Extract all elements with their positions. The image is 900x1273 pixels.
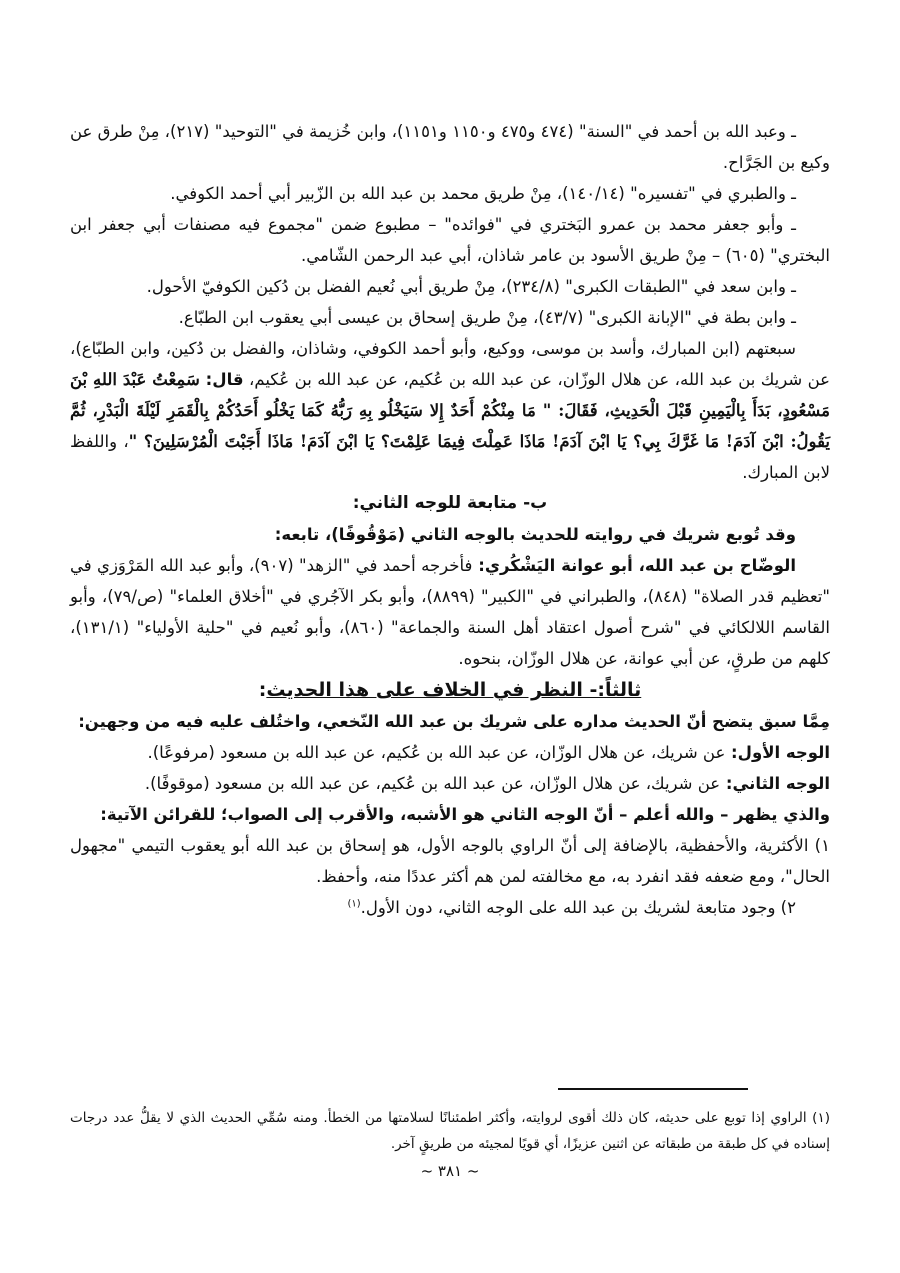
face-1 [70, 737, 830, 768]
face-1-text: عن شريك، عن هلال الوزّان، عن عبد الله بن عُكيم، عن عبد الله بن مسعود (مرفوعًا). [147, 743, 726, 762]
evidence-item: ١) الأكثرية، والأحفظية، بالإضافة إلى أنّ الراوي بالوجه الأول، هو إسحاق بن عبد الله أبو يعقوب التيمي "مجهول الحال"، ومع ضعفه فقد انفرد به، مع مخالفته لمن هم أكثر عددًا منه، وأحفظ. [70, 836, 830, 886]
footnote-marker: (١) [347, 898, 361, 910]
section-3-heading-lead: ثالثاً:- النظر في الخلاف على هذا الحديث [266, 679, 642, 701]
main-text [70, 116, 830, 923]
conclusion: والذي يظهر – والله أعلم – أنّ الوجه الثاني هو الأشبه، والأقرب إلى الصواب؛ للقرائن الآتية: [100, 805, 830, 824]
hadith-text: سَمِعْتُ عَبْدَ اللهِ بْنَ مَسْعُودٍ، بَدَأَ بِالْيَمِينِ قَبْلَ الْحَدِيثِ، فَقَالَ: " مَا مِنْكُمْ أَحَدٌ إِلا سَيَخْلُو بِهِ رَبُّهُ كَمَا يَخْلُو أَحَدُكُمْ بِالْقَمَرِ لَيْلَةَ الْبَدْرِ، ثُمَّ يَقُولُ: ابْنَ آدَمَ! مَا غَرَّكَ بِي؟ يَا ابْنَ آدَمَ! مَاذَا عَمِلْتَ فِيمَا عَلِمْتَ؟ يَا ابْنَ آدَمَ! مَاذَا أَجَبْتَ الْمُرْسَلِينَ؟ " [70, 370, 831, 451]
summary-paragraph [70, 333, 830, 488]
face-1-label: الوجه الأول: [725, 743, 830, 762]
section-b-paragraph [70, 550, 830, 674]
follower-name: الوضّاح بن عبد الله، أبو عوانة اليَشْكُري: [472, 556, 796, 575]
evidence-item-text: ٢) وجود متابعة لشريك بن عبد الله على الوجه الثاني، دون الأول. [360, 898, 796, 917]
footnote-divider [558, 1088, 748, 1090]
summary-qal: قال: [199, 370, 244, 389]
source-line: ـ والطبري في "تفسيره" (١٤٠/١٤)، مِنْ طريق محمد بن عبد الله بن الزّبير أبي أحمد الكوفي. [170, 184, 796, 203]
source-line: ـ وابن بطة في "الإبانة الكبرى" (٤٣/٧)، مِنْ طريق إسحاق بن عيسى أبي يعقوب ابن الطبّاع. [178, 308, 796, 327]
section-3-intro: مِمَّا سبق يتضح أنّ الحديث مداره على شريك بن عبد الله النّخعي، واختُلف عليه فيه من وجهين: [78, 712, 830, 731]
footnote-area [70, 1105, 830, 1157]
source-line: ـ وأبو جعفر محمد بن عمرو البَختري في "فوائده" – مطبوع ضمن "مجموع فيه مصنفات أبي جعفر ابن البختري" (٦٠٥) – مِنْ طريق الأسود بن عامر شاذان، أبي عبد الرحمن الشّامي. [70, 215, 830, 265]
summary-intro: سبعتهم (ابن المبارك، وأسد بن موسى، ووكيع، وأبو أحمد الكوفي، وشاذان، والفضل بن دُكين، وابن الطبّاع)، عن شريك بن عبد الله، عن هلال الوزّان، عن عبد الله بن عُكيم، عن عبد الله بن عُكيم، [70, 339, 830, 389]
source-line: ـ وعبد الله بن أحمد في "السنة" (٤٧٤ و٤٧٥ و١١٥٠ و١١٥١)، وابن خُزيمة في "التوحيد" (٢١٧)، مِنْ طرق عن وكيع بن الجَرَّاح. [70, 122, 830, 172]
section-b-lead: وقد تُوبع شريك في روايته للحديث بالوجه الثاني (مَوْقُوفًا)، تابعه: [274, 525, 796, 544]
face-2-label: الوجه الثاني: [720, 774, 830, 793]
summary-tail: ، واللفظ لابن المبارك. [70, 432, 830, 482]
follower-text: فأخرجه أحمد في "الزهد" (٩٠٧)، وأبو عبد الله المَرْوَزي في "تعظيم قدر الصلاة" (٨٤٨)، والطبراني في "الكبير" (٨٨٩٩)، وأبو بكر الآجُري في "أخلاق العلماء" (ص/٧٩)، وأبو القاسم اللالكائي في "شرح أصول اعتقاد أهل السنة والجماعة" (٨٦٠)، وأبو نُعيم في "حلية الأولياء" (١٣١/١)، كلهم من طرقٍ، عن أبي عوانة، عن هلال الوزّان، بنحوه. [70, 556, 830, 668]
section-b-heading: ب- متابعة للوجه الثاني: [352, 493, 548, 513]
section-3-heading [70, 674, 830, 706]
face-2-text: عن شريك، عن هلال الوزّان، عن عبد الله بن عُكيم، عن عبد الله بن مسعود (موقوفًا). [144, 774, 721, 793]
face-2 [70, 768, 830, 799]
source-line: ـ وابن سعد في "الطبقات الكبرى" (٢٣٤/٨)، مِنْ طريق أبي نُعيم الفضل بن دُكين الكوفيّ الأحول. [146, 277, 796, 296]
section-3-heading-tail: : [258, 679, 267, 701]
evidence-item [70, 892, 830, 923]
footnote-text: (١) الراوي إذا توبع على حديثه، كان ذلك أقوى لروايته، وأكثر اطمئنانًا لسلامتها من الخطأ. ومنه سُمِّي الحديث الذي لا يقلُّ عدد درجات إسناده في كل طبقة من طبقاته عن اثنين عزيزًا، أي قويًا لمجيئه من طريقٍ آخر. [70, 1110, 830, 1152]
page-number: ~ ٣٨١ ~ [420, 1162, 480, 1180]
